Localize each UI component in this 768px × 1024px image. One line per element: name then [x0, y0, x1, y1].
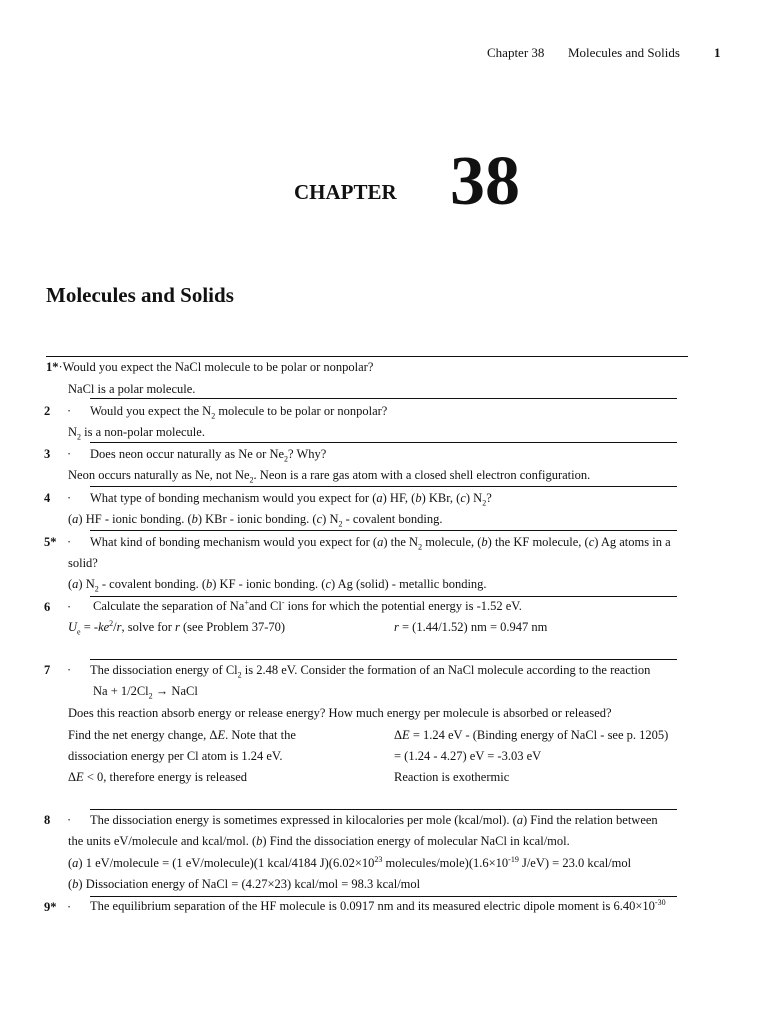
a-subscript: 2	[249, 475, 254, 485]
part-letter: a	[376, 491, 383, 505]
q-text: The dissociation energy is sometimes expressed in kilocalories per mole (kcal/mol). (	[90, 813, 517, 827]
a-text: (	[68, 577, 73, 591]
problem-divider	[90, 486, 677, 487]
problem-5-question-line2: solid?	[68, 556, 98, 570]
eq-var: r	[394, 620, 399, 634]
a-superscript: -19	[508, 854, 519, 864]
problem-1-number: 1*	[46, 360, 59, 374]
problem-divider	[90, 596, 677, 597]
a-text: J/eV) = 23.0 kcal/mol	[518, 856, 632, 870]
problem-3-number: 3	[44, 447, 51, 461]
a-text: ) N	[78, 577, 95, 591]
part-letter: b	[481, 535, 488, 549]
section-title: Molecules and Solids	[46, 283, 234, 307]
problem-5-question	[90, 535, 671, 550]
eq-var: E	[402, 728, 410, 742]
problem-divider	[46, 356, 688, 357]
eq-text: /	[113, 620, 117, 634]
part-letter: a	[377, 535, 384, 549]
q-text: Does neon occur naturally as Ne or Ne	[90, 447, 285, 461]
q-text: ions for which the potential energy is -1.52 eV.	[284, 599, 522, 613]
part-letter: c	[588, 535, 595, 549]
q-superscript: -30	[654, 897, 666, 907]
part-letter: a	[72, 856, 79, 870]
t: Δ	[68, 770, 77, 784]
eq-var: E	[217, 728, 226, 742]
bullet: ·	[67, 600, 72, 614]
part-letter: c	[460, 491, 466, 505]
problem-7-number: 7	[44, 663, 51, 677]
a-text: (	[68, 877, 73, 891]
q-text: the units eV/molecule and kcal/mol. (	[68, 834, 257, 848]
problem-7-line1-left	[68, 728, 296, 743]
a-text: ) N	[322, 512, 339, 526]
problem-6-equation	[68, 620, 285, 635]
part-letter: b	[256, 834, 263, 848]
a-text: molecules/mole)(1.6×10	[382, 856, 509, 870]
problem-1-question-text: Would you expect the NaCl molecule to be polar or nonpolar?	[62, 360, 374, 374]
problem-3-question	[90, 447, 326, 462]
problem-7-reaction	[93, 684, 198, 699]
eq-text: (see Problem 37-70)	[179, 620, 286, 634]
eq-var: r	[116, 620, 122, 634]
problem-6-question	[93, 599, 522, 614]
rx-subscript: 2	[148, 691, 153, 701]
problem-6-result	[394, 620, 547, 635]
a-text: ) 1 eV/molecule = (1 eV/molecule)(1 kcal/4184 J)(6.02×10	[78, 856, 375, 870]
eq-var: E	[76, 770, 84, 784]
bullet: ·	[67, 447, 72, 461]
eq-var: ke	[98, 620, 110, 634]
rx-text: → NaCl	[152, 684, 198, 698]
bullet: ·	[67, 491, 72, 505]
bullet: ·	[67, 535, 72, 549]
problem-6-number: 6	[44, 600, 51, 614]
a-text: . Neon is a rare gas atom with a closed shell electron configuration.	[253, 468, 591, 482]
problem-divider	[90, 398, 677, 399]
t: Δ	[394, 728, 403, 742]
bullet: ·	[67, 663, 72, 677]
problem-8-number: 8	[44, 813, 51, 827]
q-text: Would you expect the N	[90, 404, 212, 418]
q-text: Calculate the separation of Na	[93, 599, 245, 613]
q-text: and Cl	[248, 599, 282, 613]
q-subscript: 2	[482, 498, 487, 508]
q-text: molecule to be polar or nonpolar?	[215, 404, 388, 418]
q-text: ? Why?	[288, 447, 327, 461]
problem-2-question	[90, 404, 387, 419]
a-subscript: 2	[94, 584, 99, 594]
a-text: is a non-polar molecule.	[81, 425, 205, 439]
t: < 0, therefore energy is released	[83, 770, 248, 784]
q-subscript: 2	[211, 411, 216, 421]
part-letter: b	[191, 512, 198, 526]
a-text: ) HF - ionic bonding. (	[78, 512, 192, 526]
q-text: ) the KF molecule, (	[487, 535, 589, 549]
part-letter: a	[72, 512, 79, 526]
q-text: molecule, (	[422, 535, 482, 549]
q-text: ) KBr, (	[421, 491, 461, 505]
eq-subscript: e	[77, 627, 81, 637]
a-text: ) KBr - ionic bonding. (	[197, 512, 317, 526]
problem-8-answer-a	[68, 856, 631, 871]
running-header-title: Molecules and Solids	[568, 45, 680, 60]
a-text: ) KF - ionic bonding. (	[212, 577, 326, 591]
q-text: ?	[486, 491, 492, 505]
running-header-chapter: Chapter 38	[487, 45, 545, 60]
eq-var: U	[68, 620, 78, 634]
eq-text: = (1.44/1.52) nm = 0.947 nm	[398, 620, 548, 634]
part-letter: b	[72, 877, 79, 891]
problem-4-question	[90, 491, 492, 506]
part-letter: a	[72, 577, 79, 591]
part-letter: b	[415, 491, 422, 505]
page-number: 1	[714, 45, 721, 60]
t: Find the net energy change, Δ	[68, 728, 218, 742]
q-subscript: 2	[284, 454, 289, 464]
a-text: ) Ag (solid) - metallic bonding.	[331, 577, 487, 591]
problem-8-answer-b	[68, 877, 420, 892]
q-text: The dissociation energy of Cl	[90, 663, 238, 677]
problem-8-question-line2	[68, 834, 570, 849]
q-subscript: 2	[418, 542, 423, 552]
problem-7-line3-left	[68, 770, 247, 785]
q-text: ) the N	[383, 535, 419, 549]
a-superscript: 23	[374, 854, 383, 864]
q-text: The equilibrium separation of the HF molecule is 0.0917 nm and its measured electric dipole moment is 6.40×10	[90, 899, 655, 913]
problem-7-question	[90, 663, 650, 678]
problem-7-line2-left: dissociation energy per Cl atom is 1.24 eV.	[68, 749, 283, 763]
problem-8-question	[90, 813, 658, 828]
problem-1-question	[46, 360, 373, 375]
problem-7-line1-right	[394, 728, 668, 743]
a-text: - covalent bonding. (	[98, 577, 207, 591]
bullet: ·	[67, 404, 72, 418]
q-text: ) Ag atoms in a	[594, 535, 671, 549]
q-text: ) HF, (	[382, 491, 416, 505]
a-text: (	[68, 856, 73, 870]
problem-divider	[90, 659, 677, 660]
q-text: ) Find the relation between	[523, 813, 658, 827]
part-letter: a	[516, 813, 523, 827]
eq-var: r	[175, 620, 180, 634]
problem-9-question	[90, 899, 666, 914]
q-text: ) N	[465, 491, 483, 505]
problem-3-answer	[68, 468, 590, 483]
q-text: What type of bonding mechanism would you expect for (	[90, 491, 377, 505]
problem-4-answer	[68, 512, 442, 527]
problem-7-question-2: Does this reaction absorb energy or release energy? How much energy per molecule is absorbed or released?	[68, 706, 612, 720]
a-subscript: 2	[338, 519, 343, 529]
problem-4-number: 4	[44, 491, 51, 505]
q-text: What kind of bonding mechanism would you expect for (	[90, 535, 378, 549]
a-text: ) Dissociation energy of NaCl = (4.27×23) kcal/mol = 98.3 kcal/mol	[78, 877, 421, 891]
a-text: - covalent bonding.	[342, 512, 443, 526]
problem-divider	[90, 896, 677, 897]
a-text: Neon occurs naturally as Ne, not Ne	[68, 468, 250, 482]
problem-divider	[90, 530, 677, 531]
part-letter: c	[316, 512, 323, 526]
t: . Note that the	[225, 728, 296, 742]
eq-text: = -	[80, 620, 99, 634]
problem-9-number: 9*	[44, 900, 57, 914]
eq-text: , solve for	[121, 620, 175, 634]
part-letter: b	[206, 577, 213, 591]
bullet: ·	[58, 360, 63, 374]
bullet: ·	[67, 900, 72, 914]
rx-text: Na + 1/2Cl	[93, 684, 149, 698]
a-text: N	[68, 425, 78, 439]
problem-5-answer	[68, 577, 487, 592]
problem-5-number: 5*	[44, 535, 57, 549]
q-subscript: 2	[237, 670, 242, 680]
chapter-number: 38	[450, 143, 520, 220]
q-text: ) Find the dissociation energy of molecular NaCl in kcal/mol.	[262, 834, 570, 848]
q-text: is 2.48 eV. Consider the formation of an NaCl molecule according to the reaction	[241, 663, 651, 677]
q-superscript: -	[281, 597, 285, 607]
problem-divider	[90, 809, 677, 810]
problem-2-answer	[68, 425, 205, 440]
part-letter: c	[325, 577, 332, 591]
q-superscript: +	[244, 597, 249, 607]
eq-superscript: 2	[109, 618, 114, 628]
problem-1-answer: NaCl is a polar molecule.	[68, 382, 196, 396]
problem-2-number: 2	[44, 404, 51, 418]
a-text: (	[68, 512, 73, 526]
a-subscript: 2	[77, 432, 82, 442]
bullet: ·	[67, 813, 72, 827]
t: = 1.24 eV - (Binding energy of NaCl - see p. 1205)	[409, 728, 669, 742]
problem-divider	[90, 442, 677, 443]
problem-7-line2-right: = (1.24 - 4.27) eV = -3.03 eV	[394, 749, 542, 763]
problem-7-line3-right: Reaction is exothermic	[394, 770, 510, 784]
chapter-word: CHAPTER	[294, 180, 397, 204]
